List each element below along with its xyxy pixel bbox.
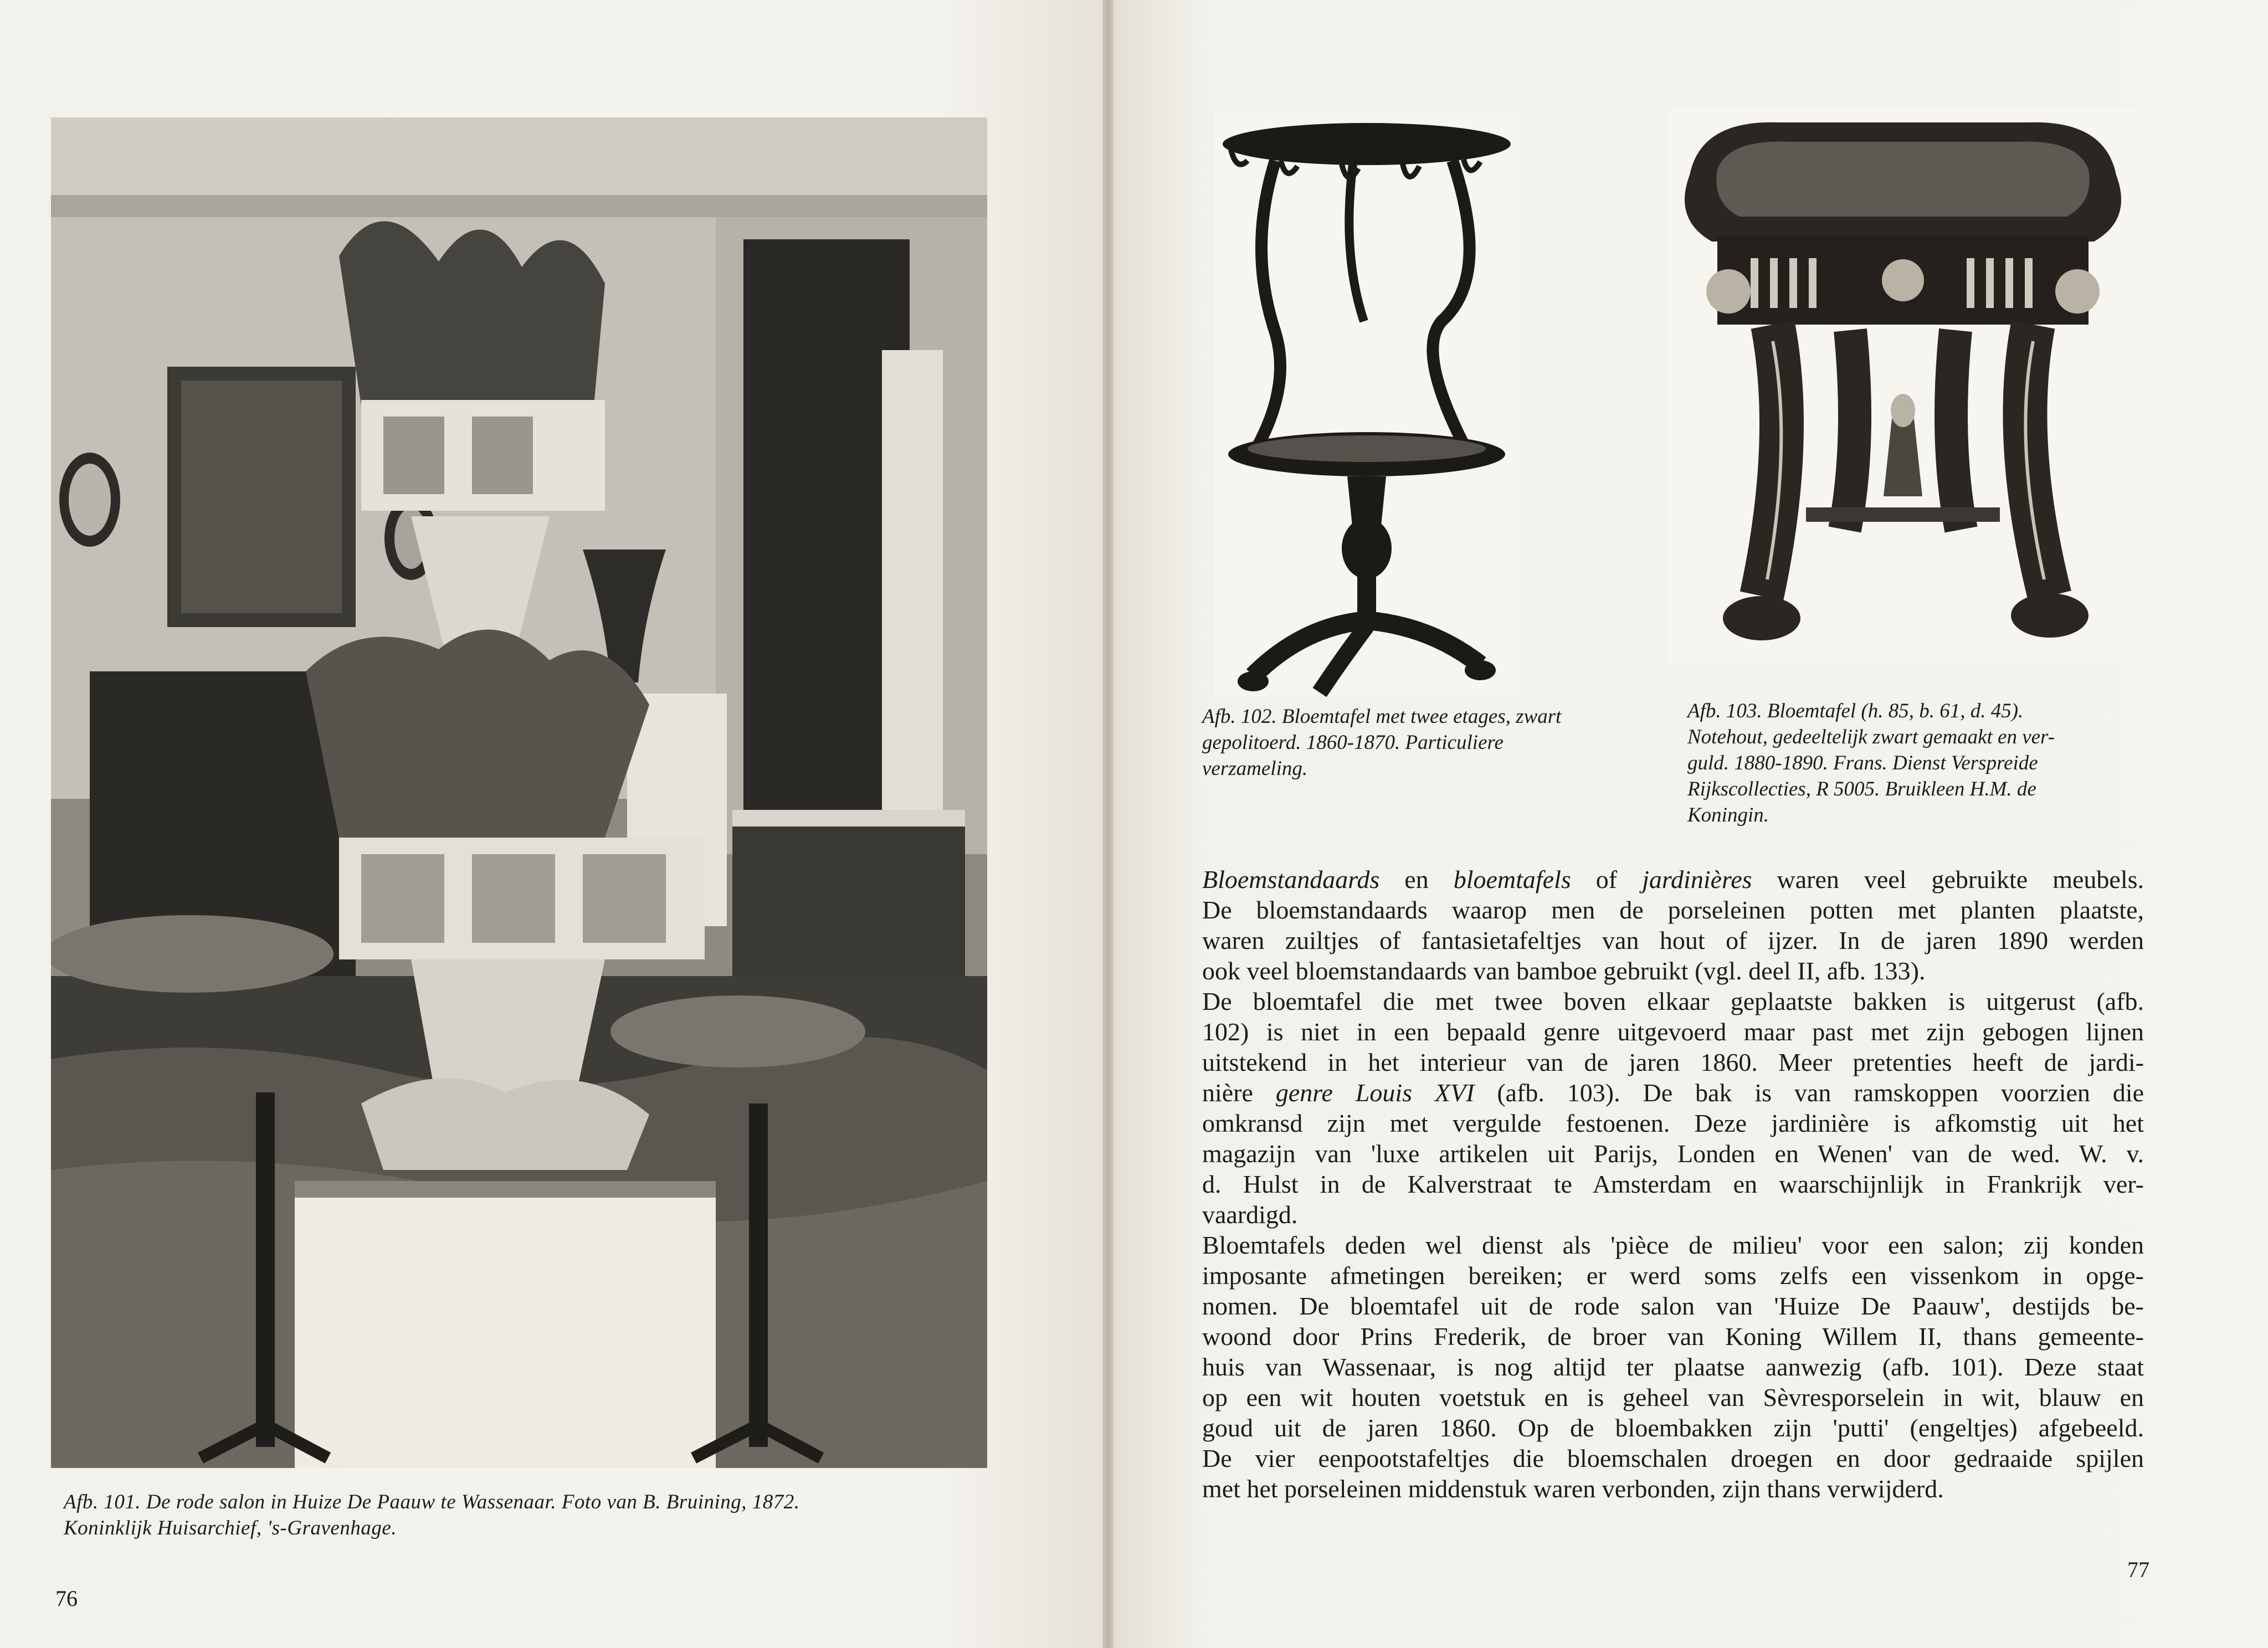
term-bloemtafels: bloemtafels: [1453, 865, 1571, 894]
flower-table-two-tier-photograph: [1214, 111, 1519, 697]
left-page: [0, 0, 1102, 1648]
body-line: op een wit houten voetstuk en is geheel van Sèvresporselein in wit, blauw en: [1202, 1383, 2144, 1411]
book-gutter: [1102, 0, 1114, 1648]
body-line: Bloemtafels deden wel dienst als 'pièce de milieu' voor een salon; zij konden: [1202, 1231, 2144, 1259]
term-genre-louis-xvi: genre Louis XVI: [1275, 1079, 1475, 1107]
body-line: [1202, 1077, 2144, 1108]
body-line: met het porseleinen middenstuk waren verbonden, zijn thans verwijderd.: [1202, 1475, 1944, 1503]
body-fragment: nière: [1202, 1079, 1276, 1107]
page-number: 76: [55, 1586, 78, 1611]
body-line: woond door Prins Frederik, de broer van Koning Willem II, thans gemeente-: [1202, 1322, 2144, 1351]
body-line: magazijn van 'luxe artikelen uit Parijs, Londen en Wenen' van de wed. W. v.: [1202, 1139, 2144, 1168]
body-line: imposante afmetingen bereiken; er werd soms zelfs een vissenkom in opge-: [1202, 1261, 2144, 1290]
caption-line: gepolitoerd. 1860-1870. Particuliere: [1202, 731, 1504, 754]
body-line: De vier eenpootstafeltjes die bloemschalen droegen en door gedraaide spijlen: [1202, 1444, 2144, 1472]
body-line: nomen. De bloemtafel uit de rode salon van 'Huize De Paauw', destijds be-: [1202, 1292, 2144, 1320]
figure-103-caption: [1687, 698, 2142, 828]
body-fragment: (afb. 103). De bak is van ramskoppen voorzien die: [1474, 1079, 2144, 1107]
body-line: d. Hulst in de Kalverstraat te Amsterdam en waarschijnlijk in Frankrijk ver-: [1202, 1170, 2144, 1198]
body-line: goud uit de jaren 1860. Op de bloembakken zijn 'putti' (engeltjes) afgebeeld.: [1202, 1414, 2144, 1442]
body-line: ook veel bloemstandaards van bamboe gebruikt (vgl. deel II, afb. 133).: [1202, 957, 1926, 985]
body-text: [1202, 864, 2144, 1504]
caption-line: guld. 1880-1890. Frans. Dienst Verspreide: [1687, 752, 2038, 774]
body-fragment: en: [1379, 865, 1454, 894]
body-line: waren zuiltjes of fantasietafeltjes van hout of ijzer. In de jaren 1890 werden: [1202, 926, 2144, 954]
body-fragment: waren veel gebruikte meubels.: [1752, 865, 2144, 894]
body-line: De bloemstandaards waarop men de porseleinen potten met planten plaatste,: [1202, 896, 2144, 924]
caption-line: Koninklijk Huisarchief, 's-Gravenhage.: [64, 1517, 397, 1539]
body-line: omkransd zijn met vergulde festoenen. Deze jardinière is afkomstig uit het: [1202, 1109, 2144, 1137]
body-line: vaardigd.: [1202, 1200, 1298, 1229]
body-line: 102) is niet in een bepaald genre uitgevoerd maar past met zijn gebogen lijnen: [1202, 1018, 2144, 1046]
body-line: uitstekend in het interieur van de jaren 1860. Meer pretenties heeft de jardi-: [1202, 1048, 2144, 1076]
body-line: huis van Wassenaar, is nog altijd ter plaatse aanwezig (afb. 101). Deze staat: [1202, 1353, 2144, 1381]
salon-photograph: [51, 117, 987, 1468]
caption-line: Koningin.: [1687, 804, 1769, 826]
caption-line: verzameling.: [1202, 757, 1308, 780]
caption-line: Rijkscollecties, R 5005. Bruikleen H.M. de: [1687, 778, 2036, 800]
caption-line: Afb. 102. Bloemtafel met twee etages, zwart: [1202, 705, 1562, 728]
body-line: De bloemtafel die met twee boven elkaar geplaatste bakken is uitgerust (afb.: [1202, 987, 2144, 1015]
flower-table-louis-xvi-photograph: [1667, 109, 2138, 663]
term-bloemstandaards: Bloemstandaards: [1202, 865, 1380, 894]
body-line: [1202, 864, 2144, 895]
caption-line: Afb. 103. Bloemtafel (h. 85, b. 61, d. 45).: [1687, 700, 2024, 722]
caption-line: Afb. 101. De rode salon in Huize De Paauw te Wassenaar. Foto van B. Bruining, 1872.: [64, 1491, 800, 1513]
page-number: 77: [2127, 1557, 2149, 1582]
term-jardinieres: jardinières: [1642, 865, 1752, 894]
caption-line: Notehout, gedeeltelijk zwart gemaakt en ver-: [1687, 726, 2055, 748]
figure-101-caption: [64, 1489, 1005, 1541]
body-fragment: of: [1571, 865, 1643, 894]
figure-102-caption: [1202, 704, 1645, 782]
